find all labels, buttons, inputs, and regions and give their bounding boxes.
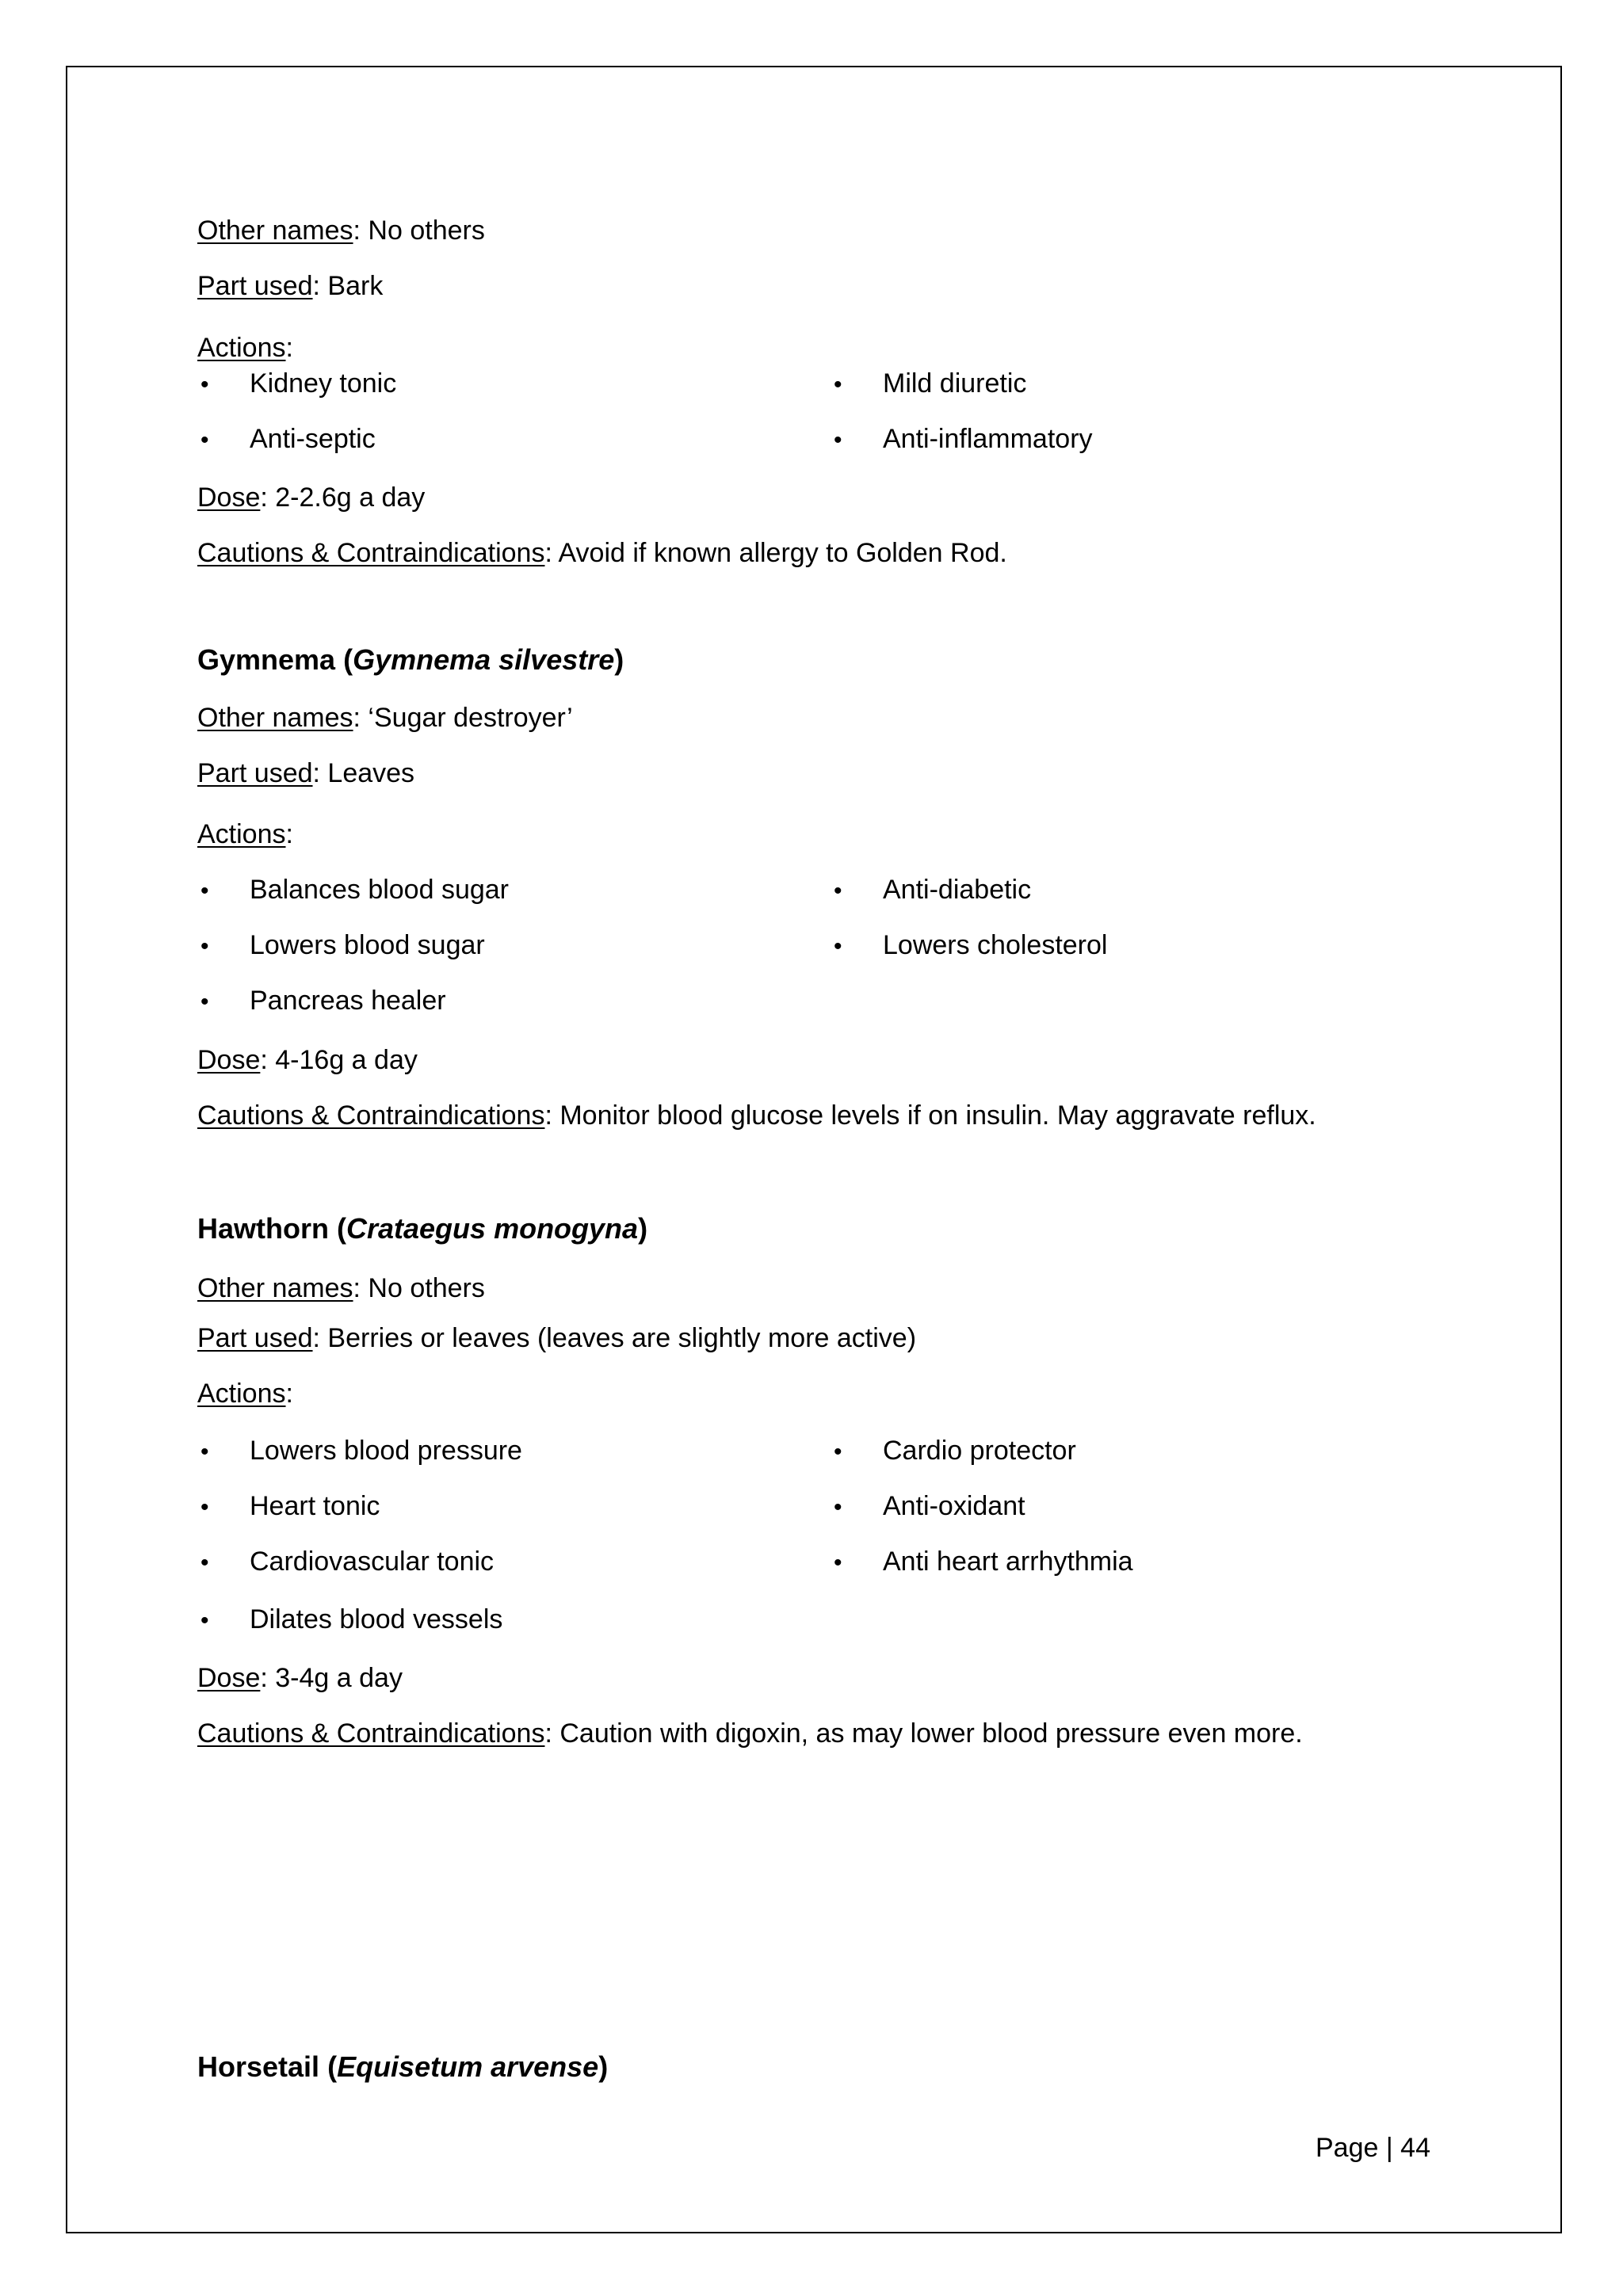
actions-colon: : xyxy=(285,333,293,363)
page-footer xyxy=(1316,2131,1430,2164)
actions-colon: : xyxy=(285,1379,293,1409)
part-used-line xyxy=(197,757,414,790)
cautions-label: Cautions & Contraindications xyxy=(197,538,545,568)
cautions-value: : Avoid if known allergy to Golden Rod. xyxy=(544,538,1007,568)
dose-line xyxy=(197,1043,418,1077)
part-used-value: : Bark xyxy=(312,271,384,301)
cautions-line xyxy=(197,536,1007,570)
other-names-line xyxy=(197,214,485,247)
dose-value: : 4-16g a day xyxy=(260,1045,418,1075)
action-item xyxy=(200,1489,380,1524)
action-text: Heart tonic xyxy=(250,1491,380,1521)
action-item xyxy=(200,1545,494,1580)
action-text: Anti-oxidant xyxy=(883,1491,1025,1521)
other-names-line xyxy=(197,1272,485,1305)
action-text: Mild diuretic xyxy=(883,368,1027,399)
herb-name: Horsetail xyxy=(197,2050,320,2083)
action-text: Balances blood sugar xyxy=(250,875,510,905)
actions-colon: : xyxy=(285,819,293,849)
action-text: Lowers cholesterol xyxy=(883,930,1108,960)
action-item xyxy=(834,1489,1025,1524)
cautions-label: Cautions & Contraindications xyxy=(197,1718,545,1749)
action-item xyxy=(834,422,1093,457)
action-text: Lowers blood pressure xyxy=(250,1436,522,1466)
other-names-value: : ‘Sugar destroyer’ xyxy=(353,703,573,733)
action-text: Lowers blood sugar xyxy=(250,930,485,960)
part-used-value: : Leaves xyxy=(312,758,415,788)
bullet-icon: • xyxy=(834,878,842,904)
other-names-label: Other names xyxy=(197,1273,353,1303)
action-text: Anti-inflammatory xyxy=(883,424,1093,454)
action-item xyxy=(834,1434,1076,1469)
bullet-icon: • xyxy=(200,1608,209,1634)
cautions-label: Cautions & Contraindications xyxy=(197,1100,545,1131)
cautions-value: : Caution with digoxin, as may lower blood pressure even more. xyxy=(544,1718,1303,1749)
dose-line xyxy=(197,481,425,514)
dose-value: : 3-4g a day xyxy=(260,1663,403,1693)
part-used-label: Part used xyxy=(197,1323,313,1353)
bullet-icon: • xyxy=(200,1439,209,1465)
bullet-icon: • xyxy=(200,989,209,1015)
herb-name: Gymnema xyxy=(197,643,336,676)
bullet-icon: • xyxy=(834,427,842,453)
action-text: Cardio protector xyxy=(883,1436,1076,1466)
bullet-icon: • xyxy=(834,933,842,959)
bullet-icon: • xyxy=(834,1439,842,1465)
action-item xyxy=(200,422,376,457)
dose-label: Dose xyxy=(197,482,261,513)
other-names-value: : No others xyxy=(353,1273,485,1303)
page-number: 44 xyxy=(1400,2133,1430,2163)
herb-latin-name: Gymnema silvestre xyxy=(353,643,615,676)
bullet-icon: • xyxy=(200,1550,209,1576)
part-used-line xyxy=(197,269,383,303)
part-used-label: Part used xyxy=(197,271,313,301)
cautions-line xyxy=(197,1717,1303,1750)
action-text: Anti-septic xyxy=(250,424,376,454)
action-text: Anti-diabetic xyxy=(883,875,1032,905)
herb-heading-hawthorn: Hawthorn (Crataegus monogyna) xyxy=(197,1212,648,1245)
bullet-icon: • xyxy=(200,427,209,453)
actions-line xyxy=(197,818,293,851)
actions-line xyxy=(197,1377,293,1410)
other-names-label: Other names xyxy=(197,703,353,733)
part-used-label: Part used xyxy=(197,758,313,788)
other-names-line xyxy=(197,701,573,734)
action-item xyxy=(200,929,485,963)
action-item xyxy=(200,984,446,1019)
cautions-line xyxy=(197,1099,1316,1132)
herb-latin-name: Equisetum arvense xyxy=(337,2050,599,2083)
action-item xyxy=(200,367,396,402)
action-text: Anti heart arrhythmia xyxy=(883,1547,1133,1577)
bullet-icon: • xyxy=(200,878,209,904)
action-text: Cardiovascular tonic xyxy=(250,1547,495,1577)
action-item xyxy=(834,873,1031,908)
herb-heading-gymnema: Gymnema (Gymnema silvestre) xyxy=(197,643,624,676)
dose-label: Dose xyxy=(197,1045,261,1075)
other-names-value: : No others xyxy=(353,215,485,246)
part-used-value: : Berries or leaves (leaves are slightly more active) xyxy=(312,1323,917,1353)
action-item xyxy=(834,929,1107,963)
actions-label: Actions xyxy=(197,333,286,363)
dose-label: Dose xyxy=(197,1663,261,1693)
bullet-icon: • xyxy=(200,933,209,959)
bullet-icon: • xyxy=(200,1494,209,1520)
action-text: Kidney tonic xyxy=(250,368,397,399)
other-names-label: Other names xyxy=(197,215,353,246)
cautions-value: : Monitor blood glucose levels if on insulin. May aggravate reflux. xyxy=(544,1100,1316,1131)
dose-value: : 2-2.6g a day xyxy=(260,482,426,513)
action-item xyxy=(834,1545,1133,1580)
herb-latin-name: Crataegus monogyna xyxy=(346,1212,639,1245)
herb-name: Hawthorn xyxy=(197,1212,329,1245)
page-separator: | xyxy=(1385,2133,1393,2163)
bullet-icon: • xyxy=(834,1494,842,1520)
action-item xyxy=(200,1603,502,1638)
part-used-line xyxy=(197,1322,916,1355)
herb-heading-horsetail: Horsetail (Equisetum arvense) xyxy=(197,2050,609,2083)
bullet-icon: • xyxy=(834,372,842,398)
actions-label: Actions xyxy=(197,819,286,849)
action-item xyxy=(200,1434,522,1469)
bullet-icon: • xyxy=(200,372,209,398)
actions-line xyxy=(197,331,293,364)
bullet-icon: • xyxy=(834,1550,842,1576)
action-item xyxy=(200,873,509,908)
action-text: Dilates blood vessels xyxy=(250,1604,503,1634)
page-label: Page xyxy=(1316,2133,1379,2163)
actions-label: Actions xyxy=(197,1379,286,1409)
action-item xyxy=(834,367,1026,402)
action-text: Pancreas healer xyxy=(250,986,446,1016)
dose-line xyxy=(197,1661,403,1695)
